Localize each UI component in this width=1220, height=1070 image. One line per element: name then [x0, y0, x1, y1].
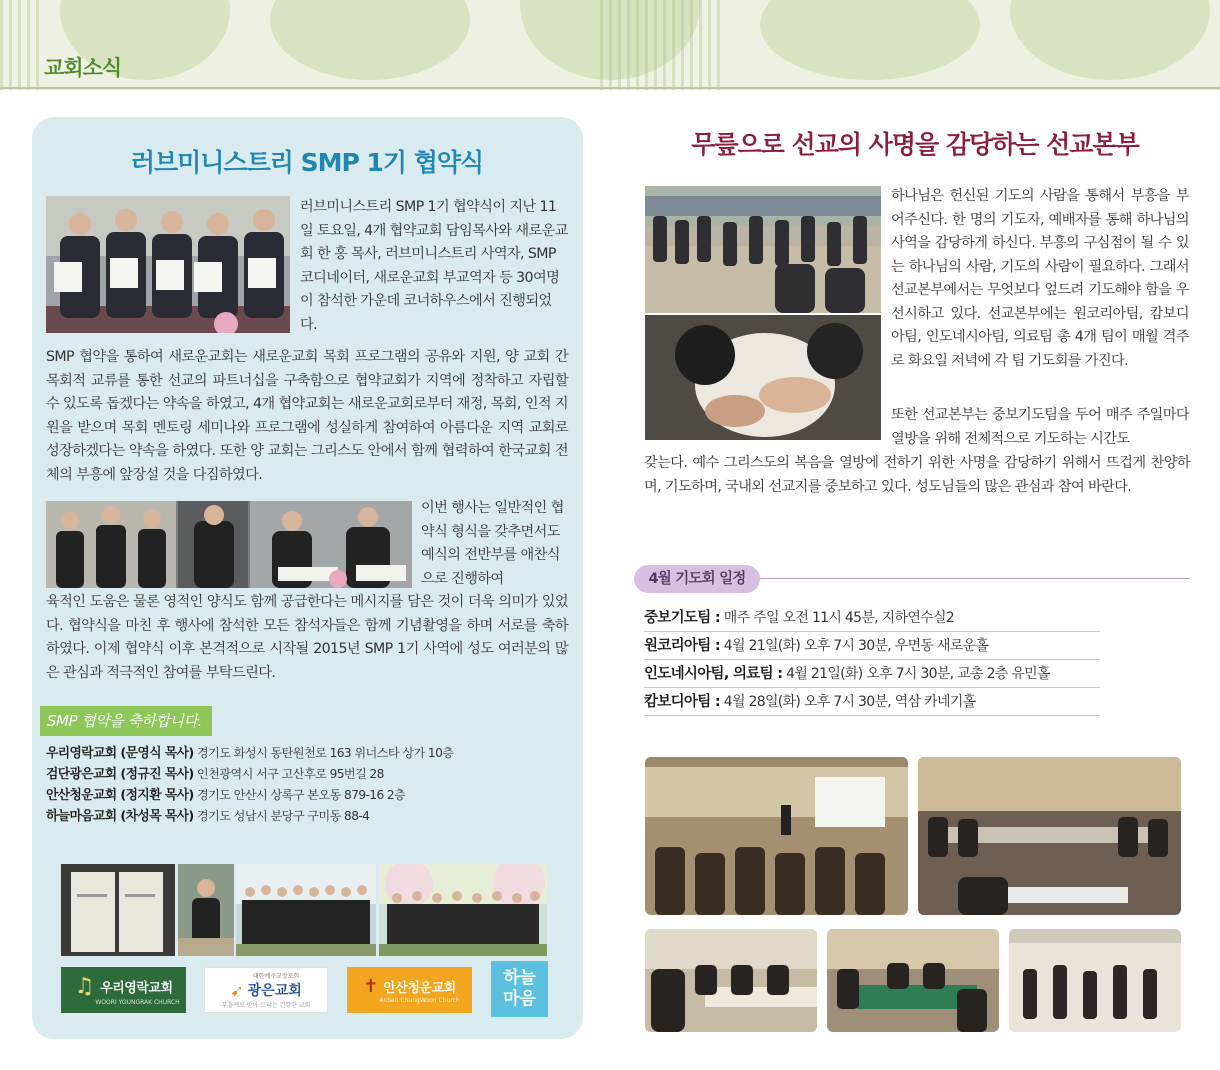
header-leaf-decoration [1010, 0, 1210, 80]
list-item [644, 660, 1100, 688]
header-rule [0, 87, 1220, 89]
congrats-banner [40, 706, 212, 736]
schedule-detail: 4월 21일(화) 오후 7시 30분, 교총 2층 유민홀 [786, 666, 1050, 682]
schedule-divider [760, 578, 1190, 579]
prayer-photo [645, 315, 881, 440]
group-photo [236, 864, 376, 956]
small-group-photo [827, 929, 999, 1032]
worship-circle-photo [645, 186, 881, 313]
church-name: 하늘마음교회 (차성목 목사) [46, 809, 194, 824]
cross-icon: ✝ [363, 976, 379, 997]
schedule-detail: 4월 28일(화) 오후 7시 30분, 역삼 카네기홀 [723, 694, 976, 710]
signing-group-photo [46, 196, 290, 333]
schedule-team: 캄보디아팀 : [644, 694, 720, 710]
left-article-title: 러브미니스트리 SMP 1기 협약식 [130, 148, 484, 177]
gwangeun-logo-top: 대한예수교장로회 [252, 973, 300, 980]
woori-logo-name: 우리영락교회 [100, 981, 173, 996]
list-item [46, 806, 576, 827]
header-stripe-decoration [600, 0, 720, 90]
section-label: 교회소식 [44, 56, 122, 80]
left-article-paragraph: 이번 행사는 일반적인 협약식 형식을 갖추면서도 예식의 전반부를 애찬식으로 진행하여 [421, 500, 564, 587]
ceremony-collage-photo [46, 501, 412, 588]
harp-icon: ♫ [74, 974, 95, 999]
swoosh-icon: ➹ [230, 980, 244, 1000]
schedule-detail: 4월 21일(화) 오후 7시 30분, 우면동 새로운홀 [723, 638, 989, 654]
list-item [46, 764, 576, 785]
right-article-paragraph: 또한 선교본부는 중보기도팀을 두어 매주 주일마다 열방을 위해 전체적으로 기도하는 시간도 [891, 407, 1189, 447]
gwangeun-logo-sub: 부흥케로 받아 드리는 건강한 교회 [221, 1002, 311, 1009]
left-article-paragraph: SMP 협약을 통하여 새로운교회는 새로운교회 목회 프로그램의 공유와 지원, 양 교회 간 목회적 교류를 통한 선교의 파트너십을 구축함으로 협약교회가 지역에 정착하고 자립할 수 있도록 돕겠다는 약속을 하였고, 4개 협약교회는 새로운교회로부터 재정, 목회, 인적 지원을 받으며 목회 멘토링 세미나와 프로그램에 성실하게 참여하여 아름다운 지역 교회로 성장하겠다는 약속을 하였다. 또한 양 교회는 그리스도 안에서 함께 협력하여 한국교회 전체의 부흥에 앞장설 것을 다짐하였다. [46, 349, 568, 483]
woori-logo-sub: WOORI YOUNGRAK CHURCH [95, 999, 180, 1006]
haneul-logo-line2: 마음 [503, 989, 536, 1009]
church-address: 경기도 안산시 상록구 본오동 879-16 2층 [196, 788, 406, 802]
ansan-logo-name: 안산청운교회 [383, 981, 456, 996]
right-article-paragraph: 갖는다. 예수 그리스도의 복음을 열방에 전하기 위한 사명을 감당하기 위해서 뜨겁게 찬양하며, 기도하며, 국내외 선교지를 중보하고 있다. 성도님들의 많은 관심과 참여 바란다. [644, 455, 1190, 495]
schedule-team: 중보기도팀 : [644, 610, 720, 626]
schedule-team: 원코리아팀 : [644, 638, 720, 654]
auditorium-prayer-photo [645, 757, 908, 915]
haneul-logo-line1: 하늘 [503, 968, 536, 988]
header-leaf-decoration [270, 0, 470, 80]
page-header [0, 0, 1220, 90]
schedule-tab: 4월 기도회 일정 [634, 565, 760, 593]
church-name: 우리영락교회 (문영식 목사) [46, 746, 194, 761]
speaker-photo [178, 864, 234, 956]
congrats-banner-text: SMP 협약을 축하합니다. [47, 712, 202, 730]
left-article-paragraph: 육적인 도움은 물론 영적인 양식도 함께 공급한다는 메시지를 담은 것이 더욱 의미가 있었다. 협약식을 마친 후 행사에 참석한 모든 참석자들은 함께 기념촬영을 하며 서로를 축하하였다. 이제 협약식 이후 본격적으로 시작될 2015년 SMP 1기 사역에 성도 여러분의 많은 관심과 적극적인 참여를 부탁드린다. [46, 594, 568, 681]
list-item [644, 632, 1100, 660]
church-address: 경기도 화성시 동탄원천로 163 위너스타 상가 10층 [196, 746, 454, 760]
schedule-detail: 매주 주일 오전 11시 45분, 지하연수실2 [723, 610, 954, 626]
hall-prayer-photo [1009, 929, 1181, 1032]
outdoor-group-photo [379, 864, 547, 956]
right-article-paragraph: 하나님은 헌신된 기도의 사람을 통해서 부흥을 부어주신다. 한 명의 기도자, 예배자를 통해 하나님의 사역을 감당하게 하신다. 부흥의 구심점이 될 수 있는 하나님의 사람, 기도의 사람이 필요하다. 그래서 선교본부에서는 무엇보다 엎드려 기도해야 함을 우선시하고 있다. 선교본부에는 원코리아팀, 캄보디아팀, 인도네시아팀, 의료팀 총 4개 팀이 매월 격주로 화요일 저녁에 각 팀 기도회를 가진다. [891, 188, 1189, 369]
list-item [46, 785, 576, 806]
ansan-church-logo [347, 967, 472, 1013]
woori-church-logo [61, 967, 186, 1013]
church-name: 검단광은교회 (정규진 목사) [46, 767, 194, 782]
header-leaf-decoration [760, 0, 980, 80]
list-item [644, 688, 1100, 716]
table-prayer-photo [645, 929, 817, 1032]
header-stripe-decoration [0, 0, 40, 90]
church-name: 안산청운교회 (정지환 목사) [46, 788, 194, 803]
church-list [46, 743, 576, 827]
schedule-team: 인도네시아팀, 의료팀 : [644, 666, 783, 682]
ansan-logo-sub: AnSan ChungWoon Church [379, 997, 460, 1004]
meeting-room-photo [918, 757, 1181, 915]
church-address: 인천광역시 서구 고산후로 95번길 28 [196, 767, 384, 781]
schedule-list [644, 604, 1100, 716]
gwangeun-logo-name: 광은교회 [247, 983, 302, 999]
church-address: 경기도 성남시 분당구 구미동 88-4 [196, 809, 370, 823]
haneul-church-logo [491, 961, 548, 1017]
right-article-title: 무릎으로 선교의 사명을 감당하는 선교본부 [691, 130, 1139, 159]
left-article-paragraph: 러브미니스트리 SMP 1기 협약식이 지난 11일 토요일, 4개 협약교회 담임목사와 새로운교회 한 홍 목사, 러브미니스트리 사역자, SMP 코디네이터, 새로운교회 부교역자 등 30여명이 참석한 가운데 코너하우스에서 진행되었다. [300, 199, 568, 333]
certificate-photo [61, 864, 175, 956]
list-item [644, 604, 1100, 632]
gwangeun-church-logo [204, 967, 328, 1013]
list-item [46, 743, 576, 764]
